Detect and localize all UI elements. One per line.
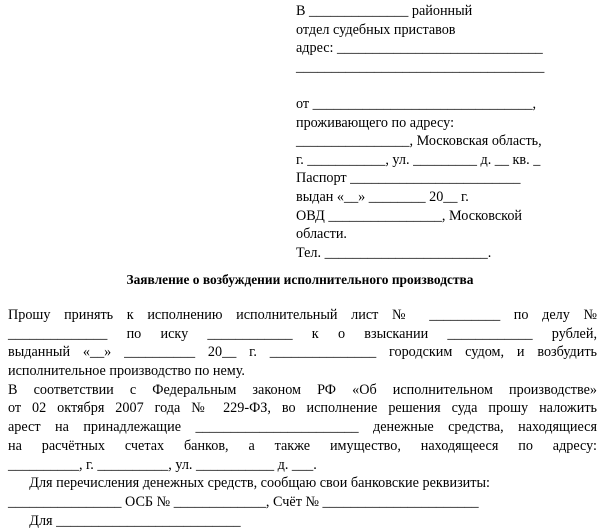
addressee-header	[296, 2, 596, 262]
header-line-bailiff-dept-cont: отдел судебных приставов	[296, 21, 456, 38]
body-line-7: арест на принадлежащие _______________________ денежные средства, находящиеся	[8, 419, 597, 436]
body-line-4: исполнительное производство по нему.	[8, 363, 245, 380]
body-line-1: Прошу принять к исполнению исполнительный лист № __________ по делу №	[8, 307, 597, 323]
body-line-12: Для __________________________	[8, 512, 241, 529]
header-line-ovd: ОВД ________________, Московской	[296, 207, 523, 224]
body-line-11: ________________ ОСБ № _____________, Счёт № ______________________	[8, 493, 479, 510]
header-line-phone: Тел. _______________________.	[296, 244, 492, 261]
document-body	[8, 306, 597, 530]
header-line-passport: Паспорт ________________________	[296, 170, 521, 187]
header-line-dept-address: адрес: _____________________________	[296, 40, 543, 57]
body-line-8: на расчётных счетах банков, а также имущество, находящееся по адресу:	[8, 437, 597, 454]
body-line-5: В соответствии с Федеральным законом РФ «Об исполнительном производстве»	[8, 381, 597, 398]
document-title: Заявление о возбуждении исполнительного производства	[126, 272, 474, 287]
body-line-2: ______________ по иску ____________ к о взыскании ____________ рублей,	[8, 325, 597, 342]
header-line-issued: выдан «__» ________ 20__ г.	[296, 188, 469, 205]
header-line-region: ________________, Московская область,	[296, 133, 542, 150]
header-line-oblast: области.	[296, 226, 347, 243]
header-line-bailiff-dept: В ______________ районный	[296, 3, 473, 19]
body-line-6: от 02 октября 2007 года № 229-ФЗ, во исполнение решения суда прошу наложить	[8, 400, 597, 417]
header-line-from: от _______________________________,	[296, 95, 537, 112]
header-line-city-street: г. ___________, ул. _________ д. __ кв. _	[296, 151, 541, 168]
body-line-3: выданный «__» __________ 20__ г. _______________ городским судом, и возбудить	[8, 344, 597, 361]
header-line-residing: проживающего по адресу:	[296, 114, 455, 131]
body-line-9: __________, г. __________, ул. ___________ д. ___.	[8, 456, 317, 473]
header-line-dept-address-cont: ___________________________________	[296, 58, 545, 75]
body-line-10: Для перечисления денежных средств, сообщаю свои банковские реквизиты:	[8, 475, 490, 492]
header-spacer	[296, 76, 596, 95]
